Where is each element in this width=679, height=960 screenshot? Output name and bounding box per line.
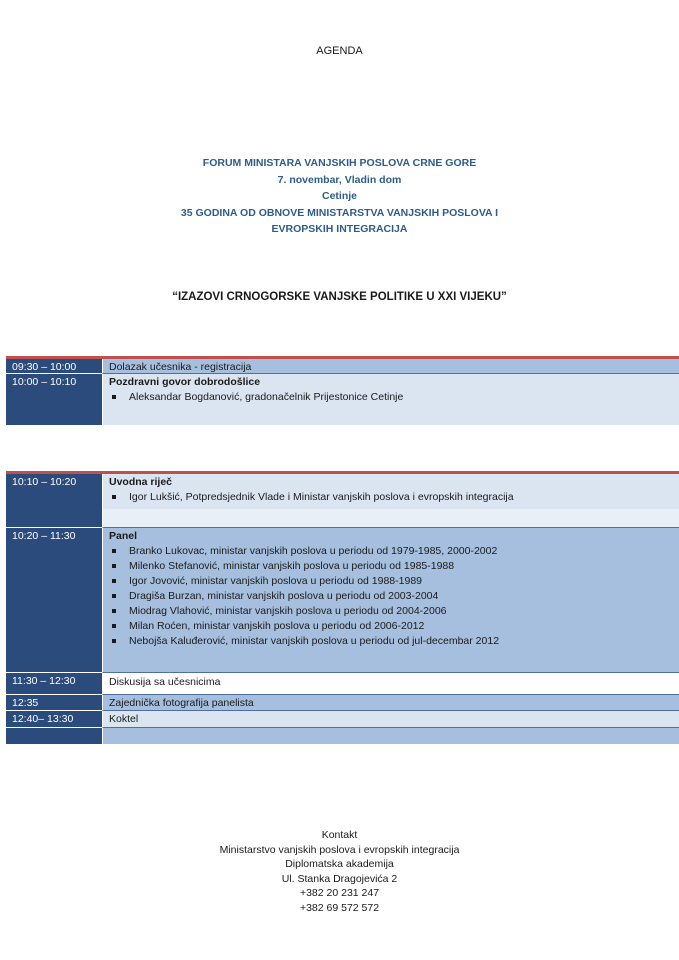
event-city: Cetinje bbox=[321, 190, 357, 202]
contact-mobile: +382 69 572 572 bbox=[299, 901, 380, 914]
list-item: Igor Jovović, ministar vanjskih poslova u periodu od 1988-1989 bbox=[109, 574, 679, 589]
table-row bbox=[6, 527, 679, 672]
content-cell: Zajednička fotografija panelista bbox=[102, 694, 679, 710]
contact-department: Diplomatska akademija bbox=[285, 858, 394, 870]
content-cell-empty bbox=[102, 727, 679, 744]
time-cell: 12:40– 13:30 bbox=[6, 711, 102, 727]
event-anniversary-line2: EVROPSKIH INTEGRACIJA bbox=[271, 223, 408, 235]
table-row-spacer bbox=[6, 727, 679, 744]
contact-organization: Ministarstvo vanjskih poslova i evropskih integracija bbox=[219, 843, 460, 856]
event-date-place: 7. novembar, Vladin dom bbox=[277, 173, 402, 186]
agenda-table-opening bbox=[6, 356, 679, 425]
table-row-spacer bbox=[6, 509, 679, 527]
time-cell: 09:30 – 10:00 bbox=[6, 359, 102, 373]
time-cell: 10:00 – 10:10 bbox=[6, 374, 102, 425]
time-cell-empty bbox=[6, 728, 102, 744]
event-title: FORUM MINISTARA VANJSKIH POSLOVA CRNE GORE bbox=[202, 157, 477, 169]
time-cell: 11:30 – 12:30 bbox=[6, 673, 102, 694]
list-item: Nebojša Kaluđerović, ministar vanjskih poslova u periodu od jul-decembar 2012 bbox=[109, 634, 679, 649]
time-cell: 10:10 – 10:20 bbox=[6, 474, 102, 509]
table-row bbox=[6, 672, 679, 694]
table-row bbox=[6, 694, 679, 710]
list-item: Miodrag Vlahović, ministar vanjskih poslova u periodu od 2004-2006 bbox=[109, 604, 679, 619]
list-item: Milan Roćen, ministar vanjskih poslova u periodu od 2006-2012 bbox=[109, 619, 679, 634]
list-item: Branko Lukovac, ministar vanjskih poslova u periodu od 1979-1985, 2000-2002 bbox=[109, 544, 679, 559]
event-anniversary-line1: 35 GODINA OD OBNOVE MINISTARSTVA VANJSKIH POSLOVA I bbox=[180, 206, 499, 219]
time-cell-empty bbox=[6, 509, 102, 527]
contact-heading: Kontakt bbox=[321, 829, 358, 841]
content-cell bbox=[102, 527, 679, 672]
session-heading: Panel bbox=[109, 530, 138, 542]
list-item: Aleksandar Bogdanović, gradonačelnik Prijestonice Cetinje bbox=[109, 390, 679, 405]
table-row bbox=[6, 710, 679, 727]
contact-block bbox=[0, 828, 679, 915]
table-row bbox=[6, 474, 679, 509]
panelist-list bbox=[109, 544, 679, 649]
time-cell: 10:20 – 11:30 bbox=[6, 528, 102, 672]
speaker-list bbox=[109, 490, 679, 505]
content-cell: Diskusija sa učesnicima bbox=[102, 672, 679, 694]
list-item: Milenko Stefanović, ministar vanjskih poslova u periodu od 1985-1988 bbox=[109, 559, 679, 574]
agenda-table-program bbox=[6, 471, 679, 744]
content-cell bbox=[102, 373, 679, 425]
table-row bbox=[6, 359, 679, 373]
agenda-label: AGENDA bbox=[316, 45, 363, 57]
list-item: Dragiša Burzan, ministar vanjskih poslova u periodu od 2003-2004 bbox=[109, 589, 679, 604]
content-cell: Dolazak učesnika - registracija bbox=[102, 359, 679, 373]
session-heading: Pozdravni govor dobrodošlice bbox=[109, 376, 261, 388]
content-cell-empty bbox=[102, 509, 679, 527]
contact-address: Ul. Stanka Dragojevića 2 bbox=[281, 872, 398, 885]
contact-phone: +382 20 231 247 bbox=[299, 887, 380, 899]
content-cell bbox=[102, 474, 679, 509]
session-heading: Uvodna riječ bbox=[109, 476, 173, 488]
content-cell: Koktel bbox=[102, 710, 679, 727]
speaker-list bbox=[109, 390, 679, 405]
list-item: Igor Lukšić, Potpredsjednik Vlade i Ministar vanjskih poslova i evropskih integracija bbox=[109, 490, 679, 505]
time-cell: 12:35 bbox=[6, 695, 102, 710]
main-title: “IZAZOVI CRNOGORSKE VANJSKE POLITIKE U XXI VIJEKU” bbox=[172, 291, 507, 303]
event-header bbox=[0, 155, 679, 238]
table-row bbox=[6, 373, 679, 425]
